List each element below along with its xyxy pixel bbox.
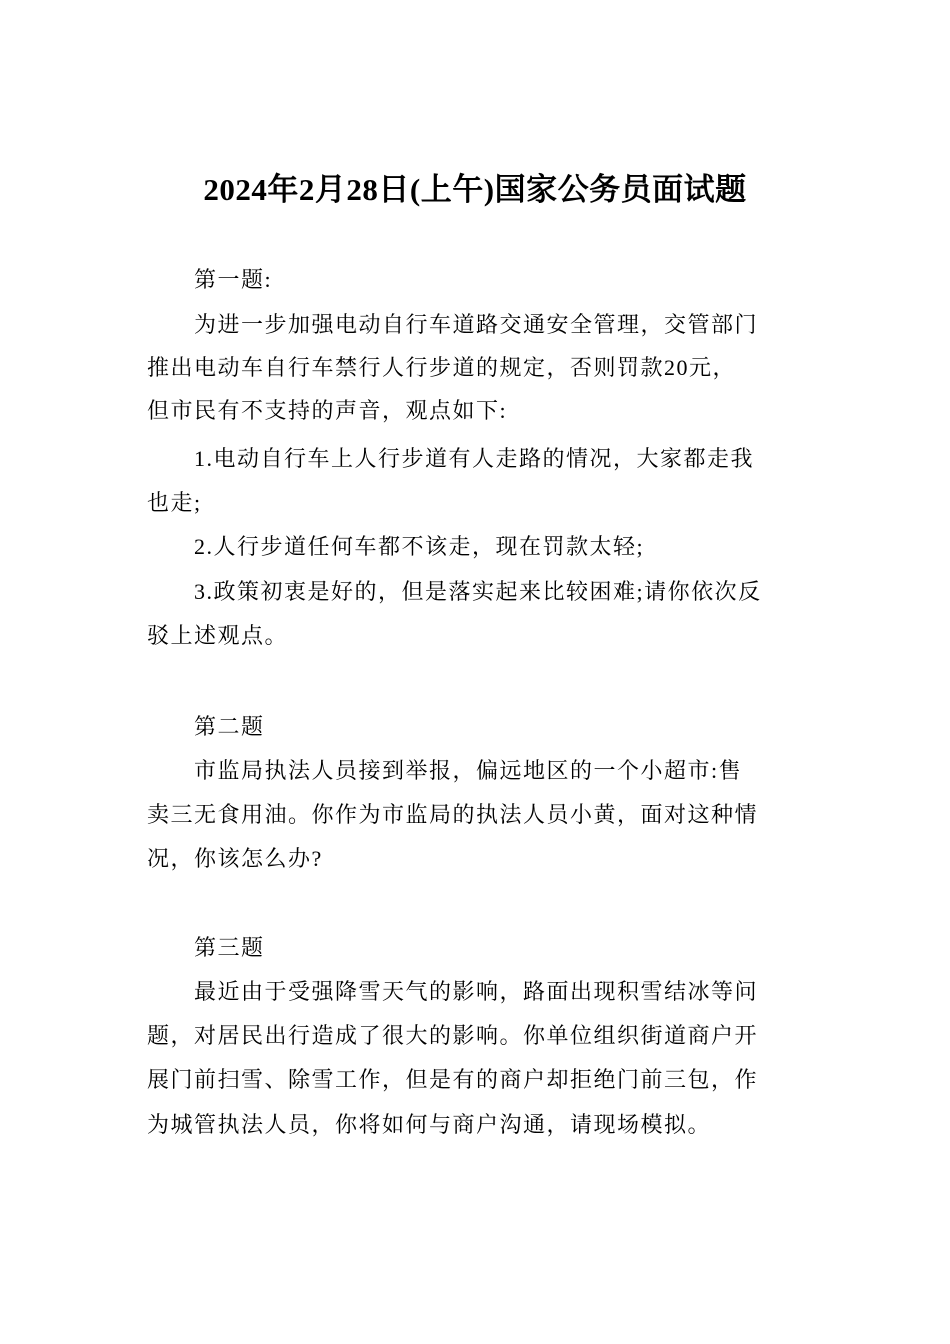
question-3-line: 最近由于受强降雪天气的影响，路面出现积雪结冰等问: [194, 979, 759, 1004]
question-3-heading: 第三题: [194, 935, 265, 960]
question-1-line: 也走;: [147, 490, 202, 515]
document-title: 2024年2月28日(上午)国家公务员面试题: [203, 172, 747, 207]
question-2-line: 卖三无食用油。你作为市监局的执法人员小黄，面对这种情: [147, 802, 759, 827]
question-2-heading: 第二题: [194, 714, 265, 739]
question-1-heading: 第一题:: [194, 267, 273, 292]
question-1-line: 但市民有不支持的声音，观点如下:: [147, 398, 508, 423]
question-1-line: 2.人行步道任何车都不该走，现在罚款太轻;: [194, 534, 645, 559]
question-3-line: 题，对居民出行造成了很大的影响。你单位组织街道商户开: [147, 1023, 759, 1048]
question-1-line: 推出电动车自行车禁行人行步道的规定，否则罚款20元，: [147, 355, 737, 380]
question-2-line: 况，你该怎么办?: [147, 846, 323, 871]
question-1-line: 1.电动自行车上人行步道有人走路的情况，大家都走我: [194, 446, 755, 471]
question-1-line: 3.政策初衷是好的，但是落实起来比较困难;请你依次反: [194, 579, 762, 604]
question-1-line: 为进一步加强电动自行车道路交通安全管理，交管部门: [194, 312, 759, 337]
question-1-line: 驳上述观点。: [147, 623, 289, 648]
question-2-line: 市监局执法人员接到举报，偏远地区的一个小超市:售: [194, 758, 743, 783]
question-3-line: 为城管执法人员，你将如何与商户沟通，请现场模拟。: [147, 1112, 712, 1137]
question-3-line: 展门前扫雪、除雪工作，但是有的商户却拒绝门前三包，作: [147, 1067, 759, 1092]
